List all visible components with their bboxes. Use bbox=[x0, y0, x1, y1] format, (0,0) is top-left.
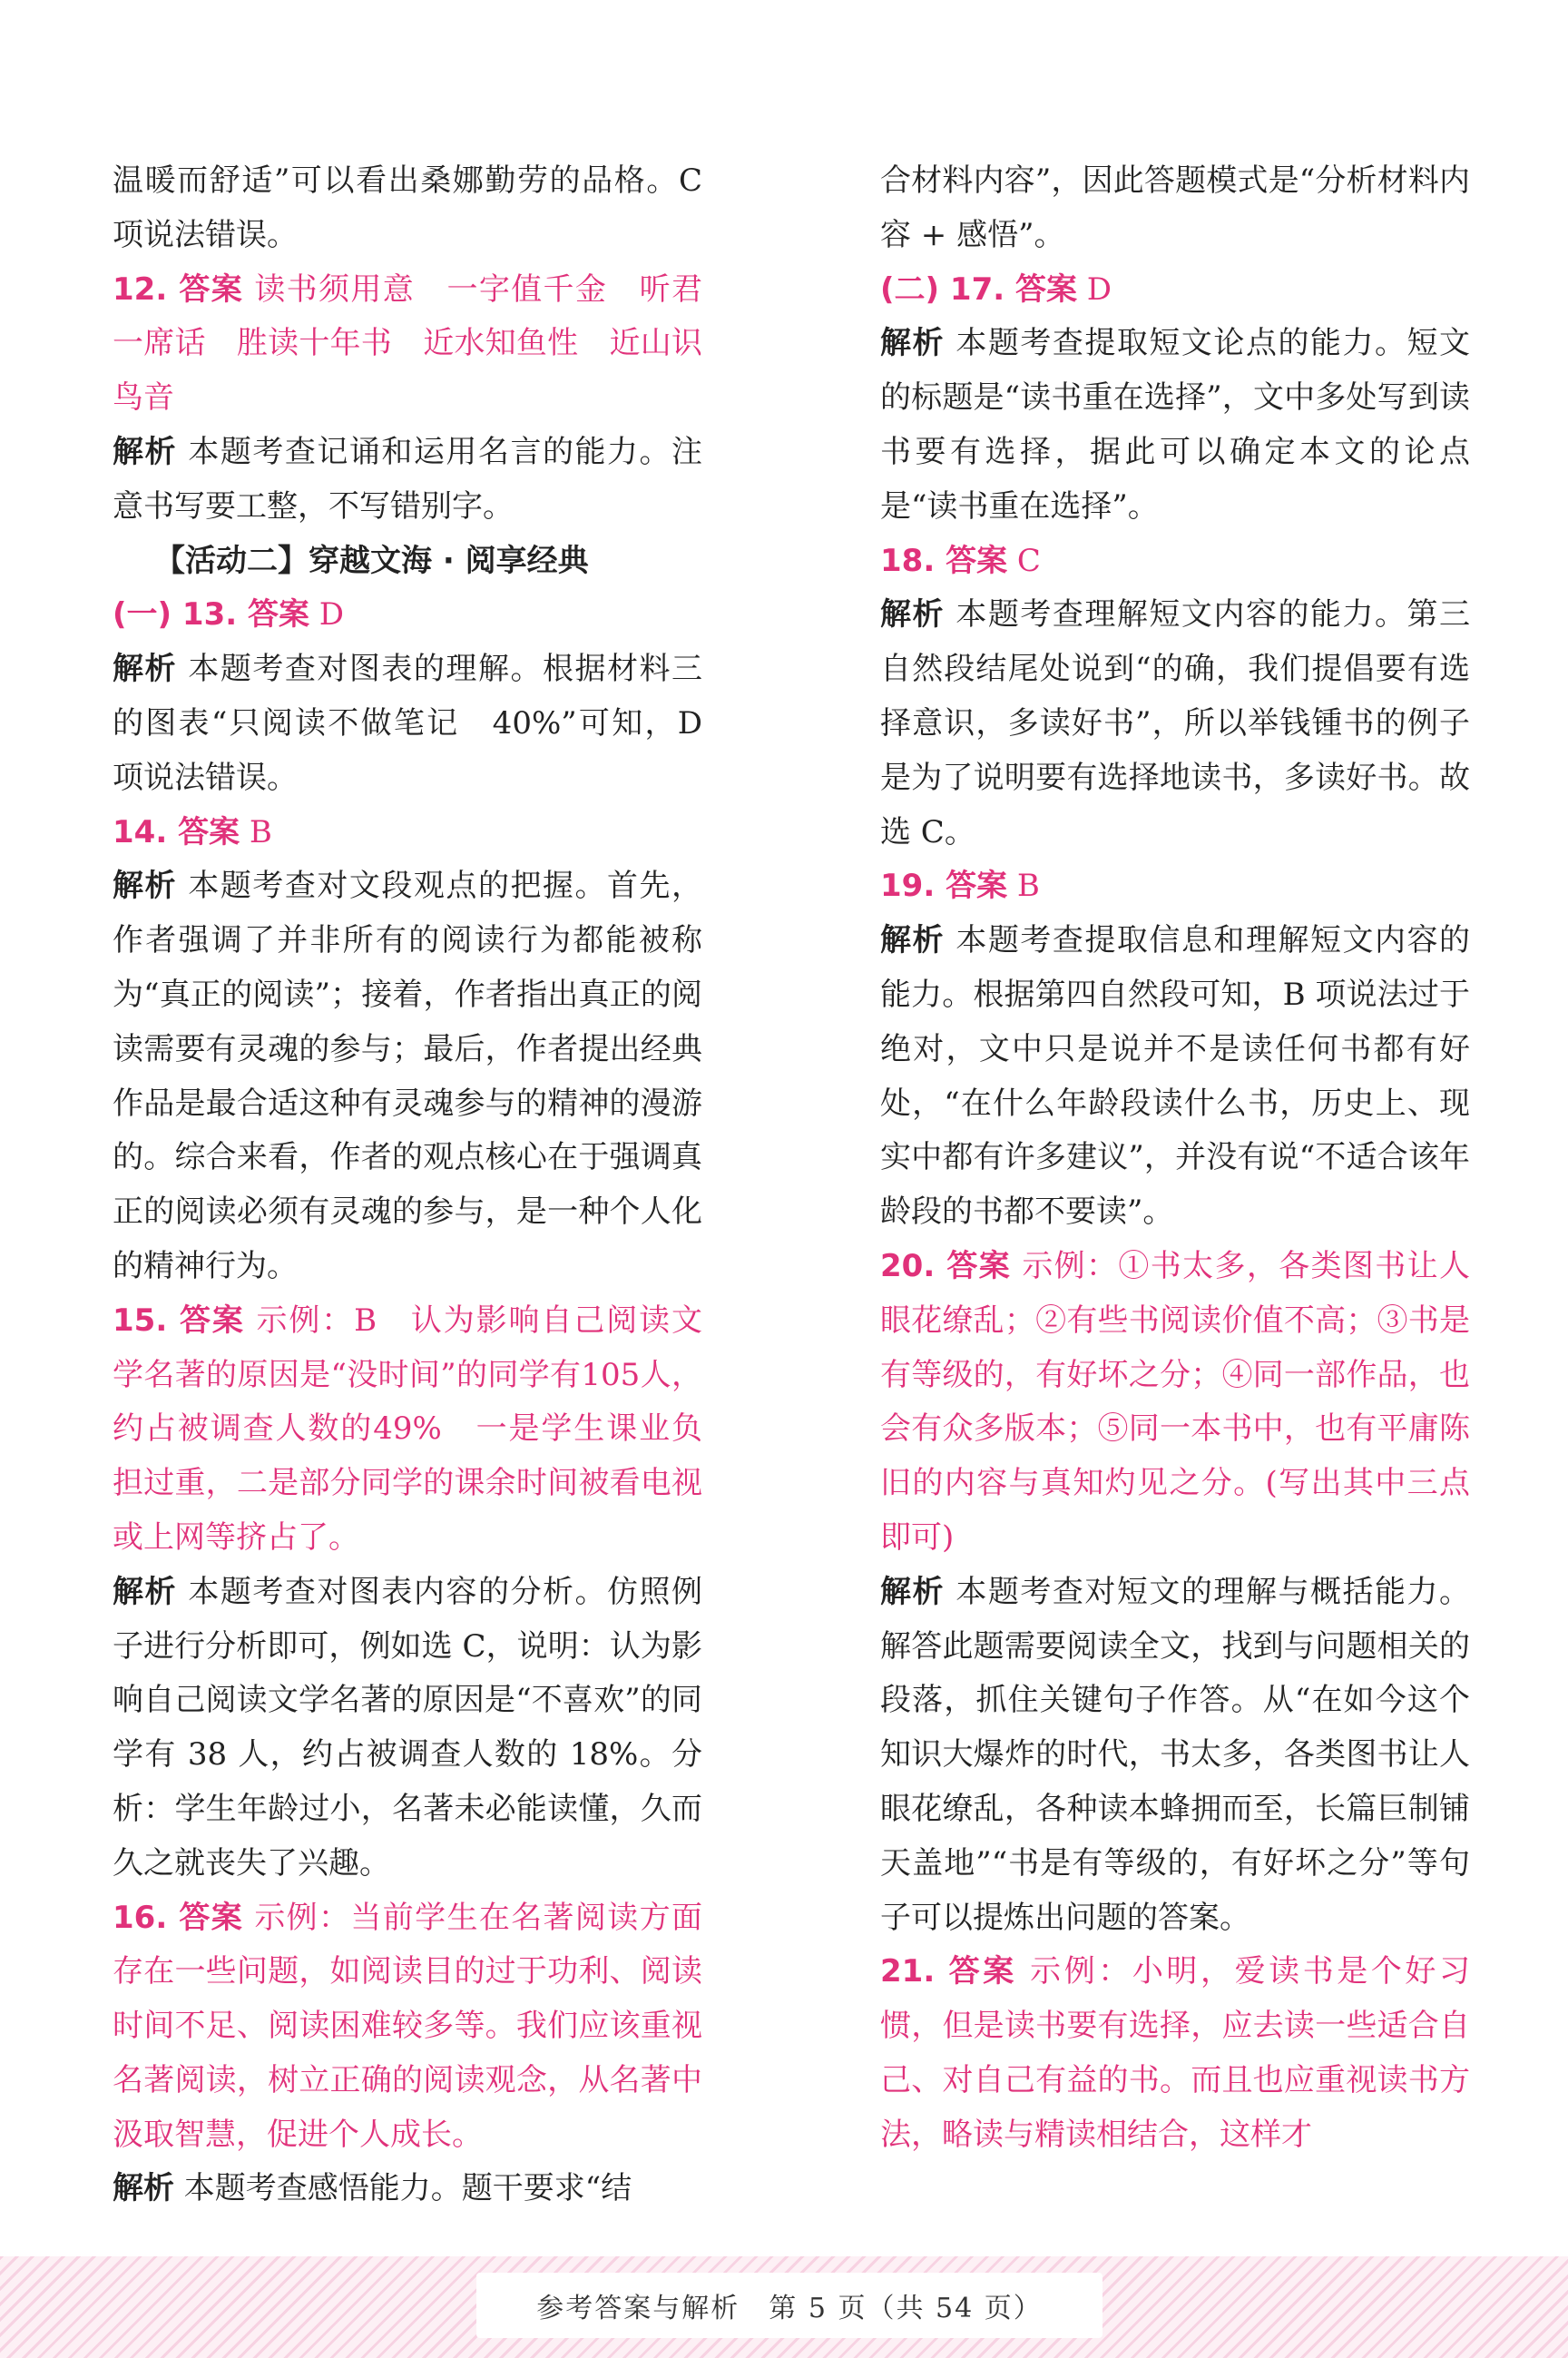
analysis-paragraph bbox=[113, 860, 702, 1293]
item-label: 20. 答案 bbox=[880, 1247, 1012, 1284]
item-label: 解析 bbox=[880, 922, 946, 959]
item-text: 示例：①书太多，各类图书让人眼花缭乱；②有些书阅读价值不高；③书是有等级的，有好坏之分；④同一部作品，也会有众多版本；⑤同一本书中，也有平庸陈旧的内容与真知灼见之分。(写出其中三点即可) bbox=[880, 1247, 1470, 1556]
item-label: 解析 bbox=[113, 1573, 178, 1610]
item-text: 本题考查提取信息和理解短文内容的能力。根据第四自然段可知，B 项说法过于绝对，文中只是说并不是读任何书都有好处，“在什么年龄段读什么书，历史上、现实中都有许多建议”，并没有说“不适合该年龄段的书都不要读”。 bbox=[880, 922, 1471, 1231]
right-column bbox=[880, 154, 1470, 2162]
item-label: 16. 答案 bbox=[113, 1899, 244, 1936]
item-text: C bbox=[1007, 542, 1041, 579]
analysis-paragraph bbox=[113, 2162, 702, 2216]
item-text: 示例：B 认为影响自己阅读文学名著的原因是“没时间”的同学有105人，约占被调查人数的49% 一是学生课业负担过重，二是部分同学的课余时间被看电视或上网等挤占了。 bbox=[113, 1302, 702, 1556]
item-label: 解析 bbox=[113, 868, 178, 905]
page-number-text: 参考答案与解析 第 5 页（共 54 页） bbox=[536, 2293, 1043, 2324]
answer-paragraph bbox=[113, 806, 702, 860]
item-text: 温暖而舒适”可以看出桑娜勤劳的品格。C项说法错误。 bbox=[113, 162, 702, 253]
item-label: 15. 答案 bbox=[113, 1302, 245, 1339]
answer-paragraph bbox=[880, 1945, 1470, 2162]
item-text: 本题考查对图表内容的分析。仿照例子进行分析即可，例如选 C，说明：认为影响自己阅读文学名著的原因是“不喜欢”的同学有 38 人，约占被调查人数的 18%。分析：学生年龄过小，名著未必能读懂，久而久之就丧失了兴趣。 bbox=[113, 1573, 703, 1881]
item-text: 本题考查对文段观点的把握。首先，作者强调了并非所有的阅读行为都能被称为“真正的阅读”；接着，作者指出真正的阅读需要有灵魂的参与；最后，作者提出经典作品是最合适这种有灵魂参与的精神的漫游的。综合来看，作者的观点核心在于强调真正的阅读必须有灵魂的参与，是一种个人化的精神行为。 bbox=[113, 868, 703, 1284]
item-text: B bbox=[1007, 868, 1040, 905]
answer-paragraph bbox=[113, 1294, 702, 1566]
item-label: 解析 bbox=[880, 1573, 946, 1610]
item-label: 14. 答案 bbox=[113, 813, 240, 850]
answer-paragraph bbox=[880, 1240, 1470, 1566]
analysis-paragraph bbox=[113, 426, 702, 535]
item-label: 解析 bbox=[113, 433, 178, 470]
item-text: 本题考查理解短文内容的能力。第三自然段结尾处说到“的确，我们提倡要有选择意识，多读好书”，所以举钱锺书的例子是为了说明要有选择地读书，多读好书。故选 C。 bbox=[880, 596, 1471, 850]
item-text: 本题考查对图表的理解。根据材料三的图表“只阅读不做笔记 40%”可知，D 项说法错误。 bbox=[113, 651, 703, 796]
analysis-paragraph bbox=[113, 154, 702, 263]
analysis-paragraph bbox=[113, 643, 702, 805]
item-text: 本题考查记诵和运用名言的能力。注意书写要工整，不写错别字。 bbox=[113, 433, 703, 525]
item-text: 本题考查对短文的理解与概括能力。解答此题需要阅读全文，找到与问题相关的段落，抓住关键句子作答。从“在如今这个知识大爆炸的时代，书太多，各类图书让人眼花缭乱，各种读本蜂拥而至，长篇巨制铺天盖地”“书是有等级的，有好坏之分”等句子可以提炼出问题的答案。 bbox=[880, 1573, 1471, 1936]
item-label: 12. 答案 bbox=[113, 270, 244, 308]
section-heading bbox=[113, 535, 702, 589]
item-label: 解析 bbox=[113, 651, 178, 688]
item-text: 【活动二】穿越文海 · 阅享经典 bbox=[154, 542, 589, 579]
item-text: B bbox=[240, 813, 272, 850]
analysis-paragraph bbox=[880, 317, 1470, 534]
item-text: 读书须用意 一字值千金 听君一席话 胜读十年书 近水知鱼性 近山识鸟音 bbox=[113, 270, 702, 417]
answer-paragraph bbox=[880, 860, 1470, 914]
item-label: 18. 答案 bbox=[880, 542, 1008, 579]
item-label: 19. 答案 bbox=[880, 868, 1008, 905]
analysis-paragraph bbox=[113, 1566, 702, 1891]
item-label: 21. 答案 bbox=[880, 1953, 1017, 1990]
analysis-paragraph bbox=[880, 154, 1470, 263]
item-text: 本题考查感悟能力。题干要求“结 bbox=[174, 2170, 632, 2207]
item-label: 解析 bbox=[113, 2170, 174, 2207]
item-text: 示例：当前学生在名著阅读方面存在一些问题，如阅读目的过于功利、阅读时间不足、阅读困难较多等。我们应该重视名著阅读，树立正确的阅读观念，从名著中汲取智慧，促进个人成长。 bbox=[113, 1899, 702, 2153]
answer-paragraph bbox=[880, 535, 1470, 589]
item-text: 本题考查提取短文论点的能力。短文的标题是“读书重在选择”，文中多处写到读书要有选择，据此可以确定本文的论点是“读书重在选择”。 bbox=[880, 325, 1471, 525]
item-label: (一) 13. 答案 bbox=[113, 596, 309, 634]
item-label: 解析 bbox=[880, 325, 946, 362]
answer-paragraph bbox=[113, 263, 702, 426]
answer-paragraph bbox=[880, 263, 1470, 318]
analysis-paragraph bbox=[880, 914, 1470, 1240]
page-footer-band bbox=[0, 2256, 1568, 2358]
item-label: 解析 bbox=[880, 596, 946, 634]
answer-paragraph bbox=[113, 588, 702, 643]
answer-paragraph bbox=[113, 1891, 702, 2163]
footer-label-box bbox=[476, 2273, 1102, 2338]
analysis-paragraph bbox=[880, 588, 1470, 860]
item-text: 示例：小明，爱读书是个好习惯，但是读书要有选择，应去读一些适合自己、对自己有益的书。而且也应重视读书方法，略读与精读相结合，这样才 bbox=[880, 1953, 1470, 2153]
item-text: 合材料内容”，因此答题模式是“分析材料内容 + 感悟”。 bbox=[880, 162, 1470, 253]
left-column bbox=[113, 154, 702, 2216]
item-label: (二) 17. 答案 bbox=[880, 270, 1077, 308]
item-text: D bbox=[1076, 270, 1112, 308]
item-text: D bbox=[309, 596, 345, 634]
analysis-paragraph bbox=[880, 1566, 1470, 1946]
